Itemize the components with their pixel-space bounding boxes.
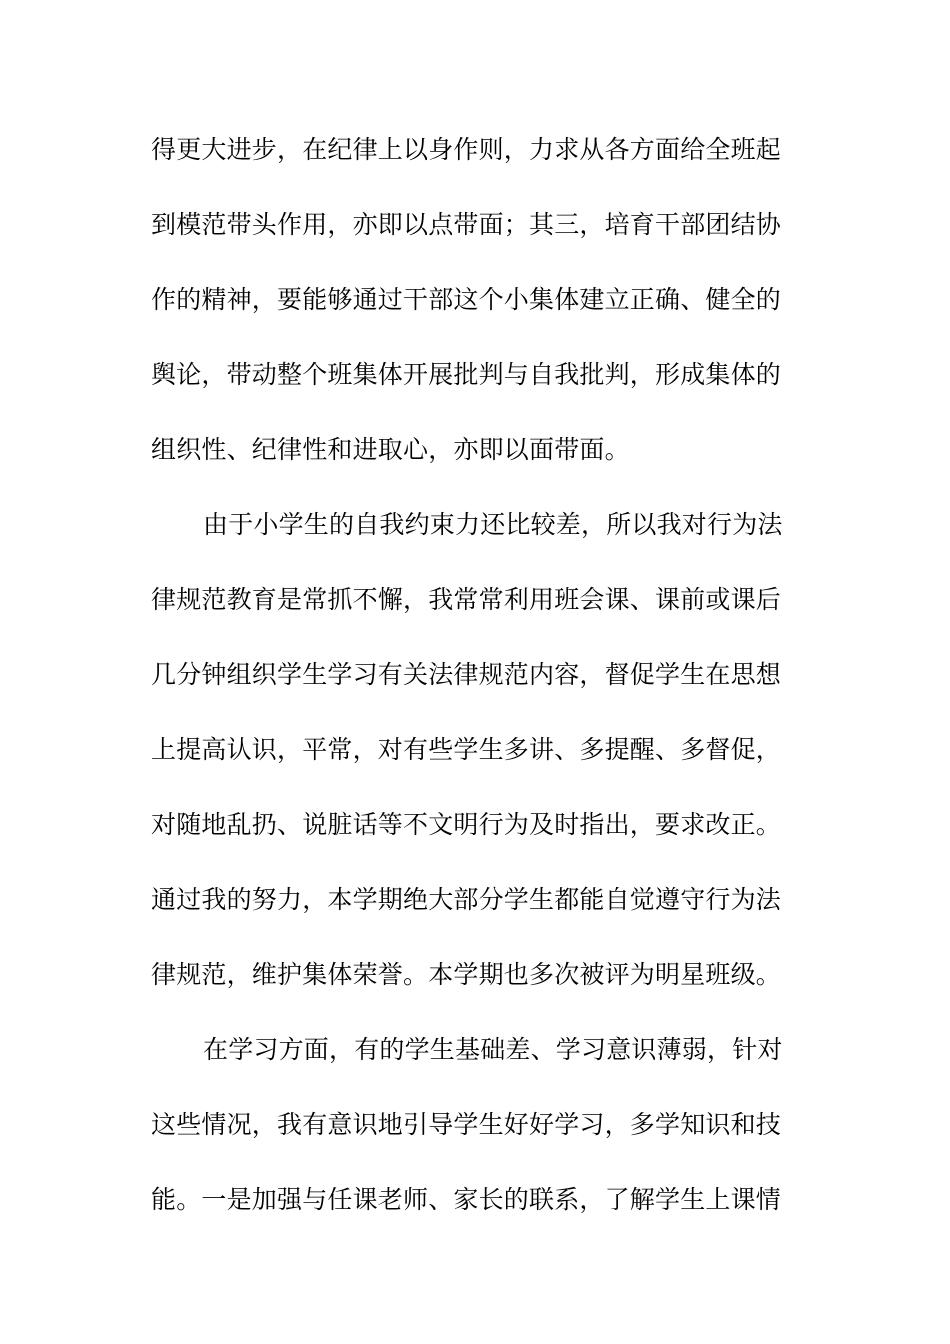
text-line: 几分钟组织学生学习有关法律规范内容，督促学生在思想 bbox=[151, 660, 782, 689]
text-line: 能。一是加强与任课老师、家长的联系，了解学生上课情 bbox=[151, 1185, 782, 1214]
text-line: 通过我的努力，本学期绝大部分学生都能自觉遵守行为法 bbox=[151, 885, 782, 914]
text-line: 舆论，带动整个班集体开展批判与自我批判，形成集体的 bbox=[151, 360, 782, 389]
text-line: 对随地乱扔、说脏话等不文明行为及时指出，要求改正。 bbox=[151, 810, 782, 839]
text-line: 上提高认识，平常，对有些学生多讲、多提醒、多督促， bbox=[151, 735, 782, 764]
text-line: 到模范带头作用，亦即以点带面；其三，培育干部团结协 bbox=[151, 210, 782, 239]
text-line: 这些情况，我有意识地引导学生好好学习，多学知识和技 bbox=[151, 1110, 782, 1139]
text-line: 律规范，维护集体荣誉。本学期也多次被评为明星班级。 bbox=[151, 960, 782, 989]
paragraph-first-line: 由于小学生的自我约束力还比较差，所以我对行为法 bbox=[203, 510, 783, 539]
text-line: 律规范教育是常抓不懈，我常常利用班会课、课前或课后 bbox=[151, 585, 782, 614]
text-line: 组织性、纪律性和进取心，亦即以面带面。 bbox=[151, 435, 630, 464]
paragraph-first-line: 在学习方面，有的学生基础差、学习意识薄弱，针对 bbox=[203, 1035, 783, 1064]
text-line: 得更大进步，在纪律上以身作则，力求从各方面给全班起 bbox=[151, 135, 782, 164]
text-line: 作的精神，要能够通过干部这个小集体建立正确、健全的 bbox=[151, 285, 782, 314]
